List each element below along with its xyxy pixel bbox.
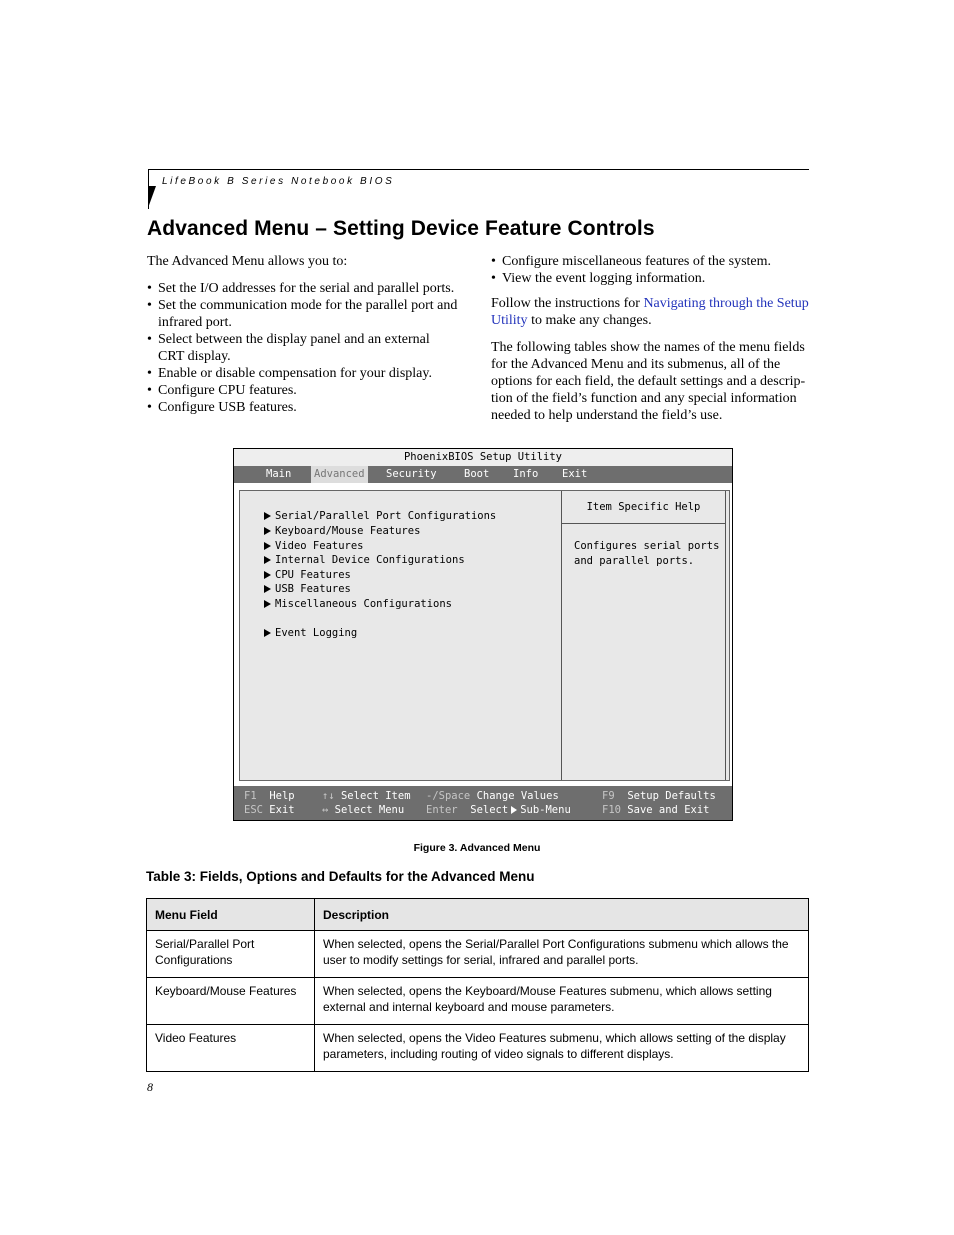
key-f10-save: F10 Save and Exit — [602, 804, 710, 816]
list-item: • Configure CPU features. — [147, 382, 467, 399]
header-description: Description — [315, 899, 809, 931]
description-cell: When selected, opens the Video Features submenu, which allows setting of the display parameters, including routing of video signals to different displays. — [315, 1025, 809, 1072]
follow-instructions: Follow the instructions for Navigating through the Setup Utility to make any changes. — [491, 296, 809, 328]
menu-item-miscellaneous[interactable]: Miscellaneous Configurations — [264, 598, 452, 610]
submenu-arrow-icon — [264, 600, 271, 608]
menu-item-keyboard-mouse[interactable]: Keyboard/Mouse Features — [264, 525, 420, 537]
table-row — [147, 978, 809, 1025]
navigating-link-cont[interactable]: Utility — [491, 313, 528, 328]
feature-list — [147, 280, 467, 416]
submenu-arrow-icon — [264, 556, 271, 564]
intro-text: The Advanced Menu allows you to: — [147, 254, 348, 269]
tab-info[interactable]: Info — [513, 468, 539, 480]
table-title: Table 3: Fields, Options and Defaults for the Advanced Menu — [146, 869, 535, 884]
table-row — [147, 931, 809, 978]
table-header-row — [147, 899, 809, 931]
key-change-values: -/Space Change Values — [426, 790, 559, 802]
running-header: LifeBook B Series Notebook BIOS — [162, 176, 395, 187]
bios-menubar — [234, 466, 732, 483]
submenu-arrow-icon — [264, 629, 271, 637]
description-cell: When selected, opens the Serial/Parallel Port Configurations submenu which allows the user to modify settings for serial, infrared and parallel ports. — [315, 931, 809, 978]
bios-menu-panel — [239, 490, 730, 781]
submenu-arrow-icon — [264, 542, 271, 550]
bios-screenshot — [233, 448, 733, 821]
list-item: • Configure USB features. — [147, 399, 467, 416]
feature-list-continued — [491, 253, 809, 287]
right-column — [491, 253, 809, 424]
panel-divider — [561, 491, 562, 780]
menu-item-cpu[interactable]: CPU Features — [264, 569, 351, 581]
tables-paragraph: The following tables show the names of the menu fields for the Advanced Menu and its submenus, all of the options for each field, the default settings and a descrip- tion of the field’s function and any special information needed to help understand the field’s use. — [491, 340, 806, 423]
submenu-arrow-icon — [264, 512, 271, 520]
tab-main[interactable]: Main — [266, 468, 292, 480]
header-rule — [148, 169, 809, 170]
submenu-arrow-icon — [264, 585, 271, 593]
list-item: • Enable or disable compensation for your display. — [147, 365, 467, 382]
menu-item-serial-parallel[interactable]: Serial/Parallel Port Configurations — [264, 510, 496, 522]
key-f9-defaults: F9 Setup Defaults — [602, 790, 716, 802]
key-enter-submenu: Enter Select Sub-Menu — [426, 804, 571, 816]
submenu-arrow-icon — [264, 571, 271, 579]
page-number: 8 — [147, 1080, 153, 1094]
key-f1-help: F1 Help — [244, 790, 295, 802]
list-item: • Set the communication mode for the parallel port and infrared port. — [147, 297, 467, 331]
tab-exit[interactable]: Exit — [562, 468, 588, 480]
fields-table — [146, 898, 809, 1072]
bios-title: PhoenixBIOS Setup Utility — [234, 449, 732, 467]
submenu-arrow-icon — [511, 806, 517, 814]
help-title: Item Specific Help — [562, 491, 726, 524]
left-column — [147, 253, 467, 416]
description-cell: When selected, opens the Keyboard/Mouse Features submenu, which allows setting external and internal keyboard and mouse parameters. — [315, 978, 809, 1025]
figure-caption: Figure 3. Advanced Menu — [413, 842, 541, 854]
field-cell: Keyboard/Mouse Features — [147, 978, 315, 1025]
list-item: • Select between the display panel and an external CRT display. — [147, 331, 467, 365]
menu-item-internal-device[interactable]: Internal Device Configurations — [264, 554, 465, 566]
help-text: Configures serial ports and parallel ports. — [574, 540, 720, 567]
bios-key-legend — [234, 786, 732, 820]
key-select-item: ↑↓ Select Item — [322, 790, 411, 802]
navigating-link[interactable]: Navigating through the Setup — [643, 296, 809, 311]
tab-boot[interactable]: Boot — [464, 468, 490, 480]
list-item: • Configure miscellaneous features of the system. — [491, 253, 809, 270]
tab-security[interactable]: Security — [386, 468, 437, 480]
menu-item-event-logging[interactable]: Event Logging — [264, 627, 357, 639]
help-border — [725, 523, 726, 780]
field-cell: Video Features — [147, 1025, 315, 1072]
menu-item-usb[interactable]: USB Features — [264, 583, 351, 595]
table-row — [147, 1025, 809, 1072]
key-select-menu: ↔ Select Menu — [322, 804, 405, 816]
field-cell: Serial/Parallel Port Configurations — [147, 931, 315, 978]
submenu-arrow-icon — [264, 527, 271, 535]
menu-item-video[interactable]: Video Features — [264, 540, 364, 552]
list-item: • View the event logging information. — [491, 270, 809, 287]
key-esc-exit: ESC Exit — [244, 804, 295, 816]
header-corner-mark — [148, 186, 156, 208]
page-title: Advanced Menu – Setting Device Feature Controls — [147, 217, 655, 240]
header-menu-field: Menu Field — [147, 899, 315, 931]
tab-advanced[interactable]: Advanced — [311, 466, 368, 483]
list-item: • Set the I/O addresses for the serial and parallel ports. — [147, 280, 467, 297]
